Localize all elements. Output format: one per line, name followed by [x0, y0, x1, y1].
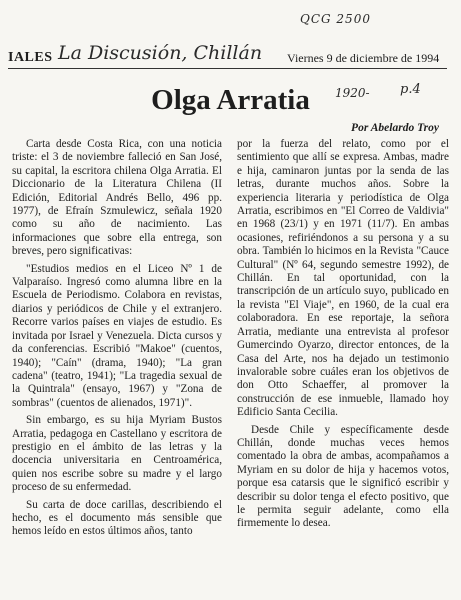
section-header: IALES	[8, 50, 53, 65]
article-byline: Por Abelardo Troy	[351, 122, 439, 134]
paragraph: "Estudios medios en el Liceo Nº 1 de Valparaíso. Ingresó como alumna libre en la Escuela de Periodismo. Colabora en revistas, diarios y periódicos de Chile y el extranjero. Recorre varios países en viajes de estudio. Es invitada por Israel y Venezuela. Dicta cursos y da conferencias. Escribió "Makoe" (cuentos, 1940); "Caín" (drama, 1940); "La gran cadena" (teatro, 1941); "La tragedia sexual de la Quintrala" (ensayo, 1967) y "Zona de sombras" (cuentos de alienados, 1971)".	[12, 262, 222, 409]
publication-date: Viernes 9 de diciembre de 1994	[287, 51, 440, 65]
paragraph: Carta desde Costa Rica, con una noticia triste: el 3 de noviembre falleció en San José, su capital, la escritora chilena Olga Arratia. El Diccionario de la Literatura Chilena (II Edición, Editorial Andrés Bello, 496 pp. 1977), de Efraín Szmulewicz, señala 1920 como su año de nacimiento. Las informaciones que sobre ella entrega, son breves, pero significativas:	[12, 138, 222, 258]
page-note-handwritten: p.4	[400, 82, 421, 97]
paragraph: por la fuerza del relato, como por el sentimiento que allí se expresa. Ambas, madre e hija, caminaron juntas por la senda de las letras, durante muchos años. Sobre la experiencia literaria y periodística de Olga Arratia, escribimos en "El Correo de Valdivia" en 1968 (23/1) y en 1971 (11/7). En ambas ocasiones, refiriéndonos a su persona y a su obra. También lo hicimos en la Revista "Cauce Cultural" (Nº 64, segundo semestre 1992), de Chillán. En tal oportunidad, con la transcripción de un artículo suyo, publicado en la revista "El Viaje", en 1960, de la cual era colaboradora. En ese reportaje, la señora Arratia, mediante una entrevista al profesor Gumercindo Oyarzo, director entonces, de la Casa del Arte, nos ha dejado un testimonio invalorable sobre cuáles eran los objetivos de don Otto Schaeffer, al promover la construcción de ese inmueble, llamado hoy Edificio Santa Cecilia.	[237, 138, 449, 419]
paragraph: Sin embargo, es su hija Myriam Bustos Arratia, pedagoga en Castellano y escritora de prestigio en el ámbito de las letras y la docencia universitaria en Centroamérica, quien nos escribe sobre su madre y el largo proceso de su enfermedad.	[12, 414, 222, 494]
article-column-right	[237, 138, 449, 531]
newspaper-name-handwritten: La Discusión, Chillán	[58, 42, 263, 64]
paragraph: Desde Chile y específicamente desde Chillán, donde muchas veces hemos comentado la obra de ambas, acompañamos a Myriam en su dolor de hija y hacemos votos, porque esa catarsis que le significó escribir y describir su dolor tenga el efecto positivo, que le permita seguir adelante, como ella firmemente lo desea.	[237, 423, 449, 530]
header-rule	[8, 68, 447, 69]
article-column-left	[12, 138, 222, 539]
archive-code-handwritten: QCG 2500	[300, 12, 371, 26]
paragraph: Su carta de doce carillas, describiendo el hecho, es el documento más sensible que hemos leído en estos últimos años, tanto	[12, 498, 222, 538]
article-title: Olga Arratia	[151, 84, 310, 116]
year-note-handwritten: 1920-	[335, 86, 370, 100]
